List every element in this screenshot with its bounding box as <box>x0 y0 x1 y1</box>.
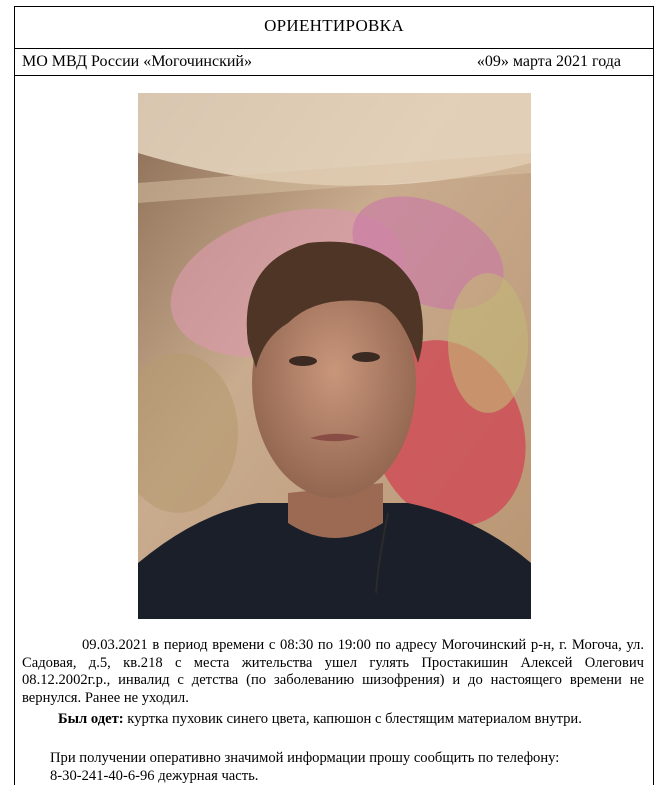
clothing-description <box>22 711 644 729</box>
department-name: МО МВД России «Могочинский» <box>22 53 252 70</box>
document-date: «09» марта 2021 года <box>476 53 621 70</box>
photo-illustration <box>138 93 531 619</box>
incident-text: 09.03.2021 в период времени с 08:30 по 19:00 по адресу Могочинский р-н, г. Могоча, ул. Садовая, д.5, кв.218 с места жительства ушел гулять Простакишин Алексей Олегович 08.12.2002г.р., инвалид с детства (по заболеванию шизофрения) и до настоящего времени не вернулся. Ранее не уходил. <box>22 637 644 706</box>
person-photo <box>138 93 531 619</box>
header-row <box>14 48 654 76</box>
contact-phone: 8-30-241-40-6-96 дежурная часть. <box>50 767 259 784</box>
incident-description <box>22 637 644 707</box>
document-title: ОРИЕНТИРОВКА <box>14 6 654 48</box>
clothing-label: Был одет: <box>58 711 124 727</box>
clothing-text: куртка пуховик синего цвета, капюшон с блестящим материалом внутри. <box>123 711 582 727</box>
contact-info <box>50 750 640 785</box>
contact-request: При получении оперативно значимой информации прошу сообщить по телефону: <box>50 750 560 766</box>
